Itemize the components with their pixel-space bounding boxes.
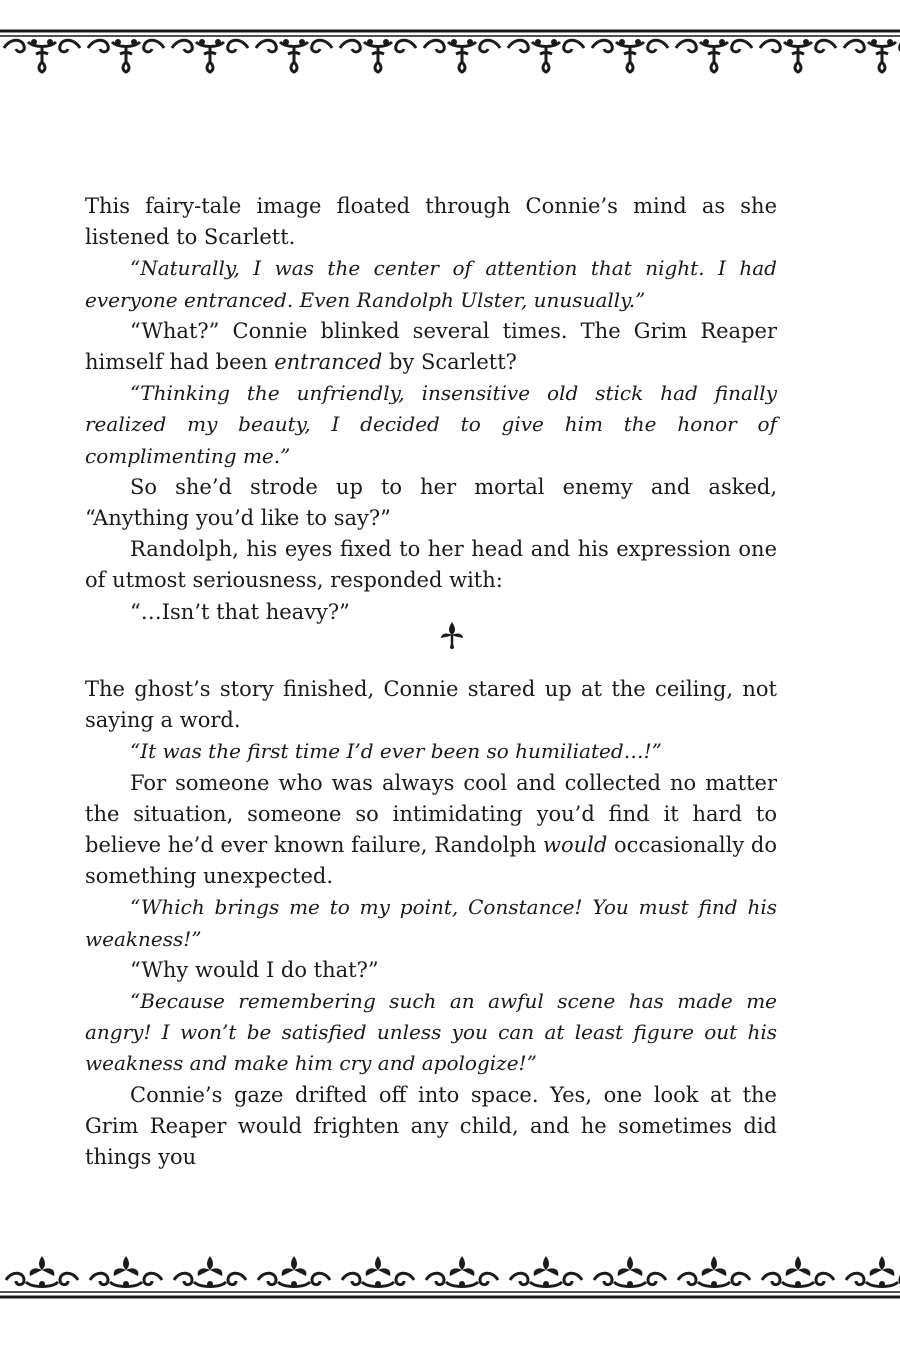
fleuron-icon [438, 620, 466, 650]
passage-section-1 [85, 191, 777, 628]
paragraph-dialogue: “Naturally, I was the center of attention that night. I had everyone entranced. Even Randolph Ulster, unusually.” [85, 256, 777, 312]
paragraph-dialogue: “Which brings me to my point, Constance! You must find his weakness!” [85, 895, 777, 951]
paragraph: This fairy-tale image floated through Connie’s mind as she listened to Scarlett. [85, 194, 777, 250]
text-run: by Scarlett? [382, 350, 517, 375]
text-run: For someone who was always cool and collected no matter the situation, someone so intimidating you’d find it hard to believe he’d ever known failure, Randolph [85, 770, 777, 858]
text-run: “What?” Connie blinked several times. The Grim Reaper himself had been [85, 318, 777, 375]
paragraph [85, 316, 777, 378]
emphasis-text: entranced [274, 350, 383, 375]
bottom-ornamental-border [0, 1250, 900, 1300]
paragraph: The ghost’s story finished, Connie stared up at the ceiling, not saying a word. [85, 677, 777, 733]
paragraph [85, 768, 777, 893]
paragraph: Randolph, his eyes fixed to her head and his expression one of utmost seriousness, responded with: [85, 537, 777, 593]
paragraph-dialogue: “It was the first time I’d ever been so humiliated…!” [130, 739, 662, 764]
paragraph: So she’d strode up to her mortal enemy and asked, “Anything you’d like to say?” [85, 474, 777, 531]
text-run: occasionally do something unexpected. [85, 833, 777, 889]
top-ornamental-border [0, 28, 900, 78]
paragraph-dialogue: “Because remembering such an awful scene has made me angry! I won’t be satisfied unless you can at least figure out his weakness and make him cry and apologize!” [85, 989, 777, 1076]
paragraph-dialogue: “Thinking the unfriendly, insensitive old stick had finally realized my beauty, I decided to give him the honor of complimenting me.” [85, 381, 777, 468]
emphasis-text: would [543, 833, 608, 858]
passage-section-2 [85, 674, 777, 1173]
paragraph: “Why would I do that?” [130, 957, 379, 982]
paragraph: Connie’s gaze drifted off into space. Yes, one look at the Grim Reaper would frighten any child, and he sometimes did things you [85, 1082, 777, 1170]
paragraph: “…Isn’t that heavy?” [130, 599, 350, 624]
